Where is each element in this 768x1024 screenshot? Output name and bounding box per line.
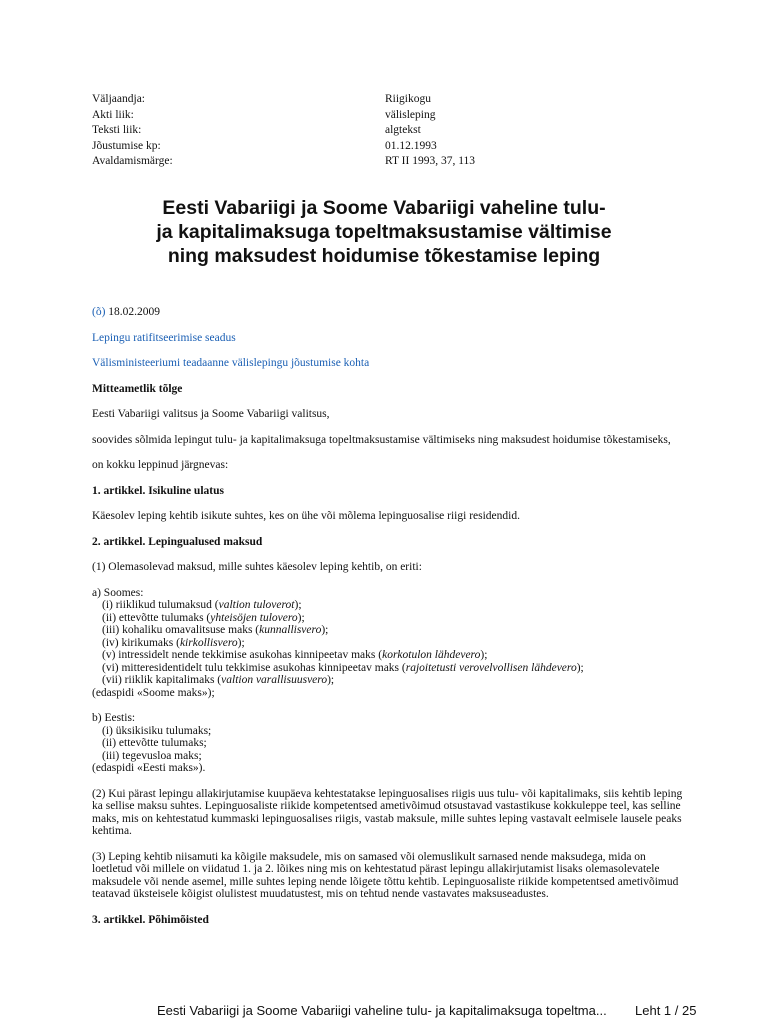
version-date: 18.02.2009 [108,306,161,318]
footer-document-title: Eesti Vabariigi ja Soome Vabariigi vaheline tulu- ja kapitalimaksuga topeltma... [157,1003,607,1018]
list-item: (i) riiklikud tulumaksud (valtion tuloverot); [102,599,302,611]
title-line: ja kapitalimaksuga topeltmaksustamise vältimise [156,221,612,243]
agreed-paragraph: on kokku leppinud järgnevas: [92,459,229,471]
version-line [92,306,684,319]
meta-row-publication [92,154,712,170]
ministry-notice-link[interactable]: Välisministeeriumi teadaanne välislepingu jõustumise kohta [92,357,370,369]
article-3-heading: 3. artikkel. Põhimõisted [92,913,209,926]
page-footer [0,1000,768,1024]
version-marker-link[interactable]: (õ) [92,306,106,318]
estonia-tax-definition: (edaspidi «Eesti maks»). [92,762,206,774]
meta-value: välisleping [385,108,436,121]
ratification-act-link[interactable]: Lepingu ratifitseerimise seadus [92,331,236,344]
article-1-heading: 1. artikkel. Isikuline ulatus [92,484,224,497]
article-1-text: Käesolev leping kehtib isikute suhtes, kes on ühe või mõlema lepinguosalise riigi residendid. [92,510,520,522]
meta-value: algtekst [385,124,421,136]
footer-page-number: Leht 1 / 25 [635,1003,697,1018]
list-item: (iii) tegevusloa maks; [102,749,202,762]
finland-tax-definition: (edaspidi «Soome maks»); [92,686,215,699]
meta-row-act-type [92,108,712,124]
list-item: (v) intressidelt nende tekkimise asukohas kinnipeetav maks (korkotulon lähdevero); [102,649,488,661]
meta-value: 01.12.1993 [385,139,437,152]
list-item: (vii) riiklik kapitalimaks (valtion varallisuusvero); [102,674,335,686]
article-2-paragraph-3: (3) Leping kehtib niisamuti ka kõigile maksudele, mis on samased või olemuslikult sarnased nende maksudega, mida on loetletud või millele on viidatud 1. ja 2. lõikes ning mis on kehtestatud pärast lepingu allakirjutamist lisaks olemasolevatele maksudele või nende asemel, mille suhtes leping nende lõigete tõttu kehtib. Lepinguosaliste riikide kompetentsed ametivõimud teatavad üksteisele kõigist olulistest muudatustest, mis on tehtud nende vastavates maksuseadustes. [92,850,679,900]
meta-label: Teksti liik: [92,124,142,136]
document-title [60,196,708,268]
list-item: (i) üksikisiku tulumaks; [102,724,212,737]
list-item: (iii) kohaliku omavalitsuse maks (kunnallisvero); [102,624,329,636]
metadata-block [92,92,712,170]
article-2-paragraph-2: (2) Kui pärast lepingu allakirjutamise kuupäeva kehtestatakse lepinguosalises riigis uus tulu- või kapitalimaks, siis kehtib leping ka sellise maksu suhtes. Lepinguosaliste riikide kompetentsed ametivõimud otsustavad vastastikuse kokkuleppe teel, kas selline maks, mis on kehtestatud kummaski lepinguosalises riigis, vastab maksule, mille suhtes leping vastavalt eelmisele lausele peaks kehtima. [92,787,683,837]
meta-label: Väljaandja: [92,93,146,105]
meta-row-text-type [92,123,712,139]
list-item: (ii) ettevõtte tulumaks (yhteisöjen tulovero); [102,611,305,624]
title-line: Eesti Vabariigi ja Soome Vabariigi vaheline tulu- [162,197,606,219]
meta-label: Jõustumise kp: [92,139,161,152]
title-line: ning maksudest hoidumise tõkestamise leping [167,245,601,267]
list-item: (vi) mitteresidentidelt tulu tekkimise asukohas kinnipeetav maks (rajoitetusti verovelvollisen lähdevero); [102,661,584,674]
meta-row-publisher [92,92,712,108]
meta-value: RT II 1993, 37, 113 [385,155,476,167]
meta-label: Akti liik: [92,108,134,121]
meta-row-effective-date [92,139,712,155]
meta-label: Avaldamismärge: [92,155,173,167]
parties-paragraph: Eesti Vabariigi valitsus ja Soome Vabariigi valitsus, [92,408,330,420]
finland-tax-list [92,587,684,700]
estonia-tax-list [92,712,684,775]
article-2-paragraph-1: (1) Olemasolevad maksud, mille suhtes käesolev leping kehtib, on eriti: [92,561,422,573]
unofficial-translation-label: Mitteametlik tõlge [92,382,183,395]
finland-label: a) Soomes: [92,586,144,599]
desiring-paragraph: soovides sõlmida lepingut tulu- ja kapitalimaksuga topeltmaksustamise vältimiseks ning maksudest hoidumise tõkestamiseks, [92,433,671,446]
document-body [92,306,684,939]
estonia-label: b) Eestis: [92,712,136,724]
meta-value: Riigikogu [385,93,432,105]
list-item: (iv) kirikumaks (kirkollisvero); [102,636,245,649]
article-2-heading: 2. artikkel. Lepingualused maksud [92,535,263,548]
list-item: (ii) ettevõtte tulumaks; [102,737,207,749]
